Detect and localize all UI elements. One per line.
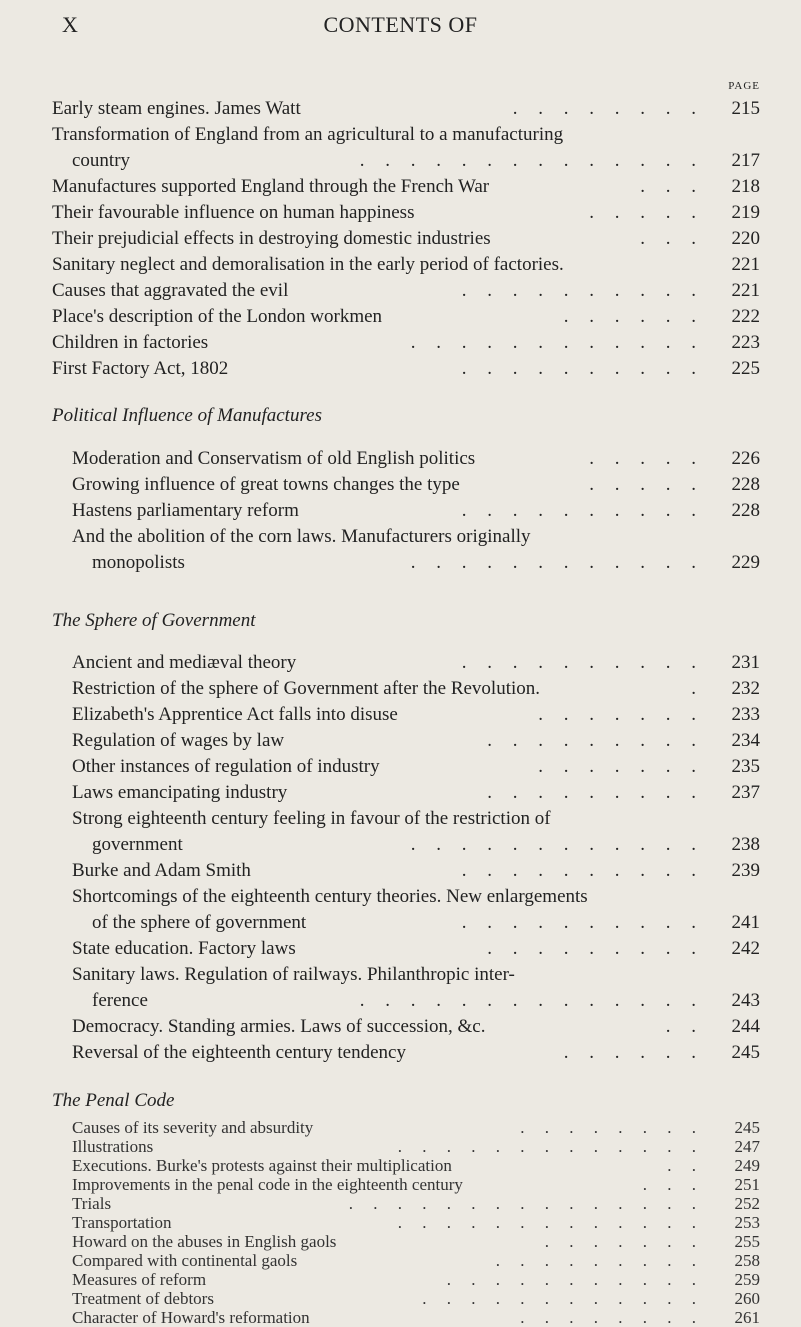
entry-text: Growing influence of great towns changes the type [72, 474, 460, 495]
toc-entry [72, 754, 760, 780]
leader-dots: . . . . . . [563, 1042, 704, 1063]
leader-dots: . . . . . . . . [512, 98, 704, 119]
entry-text: Strong eighteenth century feeling in favour of the restriction of [72, 808, 551, 829]
entry-page: 238 [731, 834, 760, 855]
leader-dots: . . . . . . . . . [487, 938, 704, 959]
entry-page: 260 [734, 1289, 760, 1308]
toc-entry [72, 1156, 760, 1175]
page-folio: X [62, 12, 79, 37]
toc-entry [52, 122, 760, 148]
entry-page: 229 [731, 552, 760, 573]
toc-entry [72, 1194, 760, 1213]
leader-dots: . . . . . . . . . . [461, 860, 704, 881]
toc-entry [72, 446, 760, 472]
leader-dots: . . . . . . [563, 306, 704, 327]
leader-dots: . . . . . [589, 202, 704, 223]
entry-page: 233 [731, 704, 760, 725]
toc-entry [72, 1308, 760, 1327]
entry-text: Compared with continental gaols [72, 1251, 298, 1270]
entry-text: Improvements in the penal code in the eighteenth century [72, 1175, 463, 1194]
entry-text: Reversal of the eighteenth century tendency [72, 1042, 406, 1063]
leader-dots: . . [667, 1156, 704, 1175]
toc-entry [52, 226, 760, 252]
entry-page: 218 [731, 176, 760, 197]
entry-text: Restriction of the sphere of Government after the Revolution. [72, 678, 541, 699]
entry-text: Causes that aggravated the evil [52, 280, 289, 301]
entry-page: 223 [731, 332, 760, 353]
entry-page: 251 [734, 1175, 760, 1194]
leader-dots: . . . . . . . . . . . . . . [359, 990, 704, 1011]
toc-entry [52, 304, 760, 330]
leader-dots: . . . . . [589, 448, 704, 469]
leader-dots: . . . . . . . . [520, 1308, 704, 1327]
leader-dots: . . . . . . . . . . [461, 280, 704, 301]
entry-page: 217 [731, 150, 760, 171]
leader-dots: . . . . . . . . . [487, 730, 704, 751]
leader-dots: . . . . . . . . . . [461, 912, 704, 933]
entry-text: Burke and Adam Smith [72, 860, 251, 881]
leader-dots: . . . . . . . . . . . . [410, 552, 704, 573]
entry-text: government [92, 834, 183, 855]
entry-page: 247 [734, 1137, 760, 1156]
leader-dots: . . . [640, 176, 704, 197]
entry-page: 261 [734, 1308, 760, 1327]
entry-page: 235 [731, 756, 760, 777]
toc-entry [72, 524, 760, 550]
entry-text: Shortcomings of the eighteenth century theories. New enlargements [72, 886, 588, 907]
entry-text: Sanitary neglect and demoralisation in the early period of factories. [52, 254, 564, 275]
toc-entry-continued [92, 910, 760, 936]
entry-page: 258 [734, 1251, 760, 1270]
entry-text: Their favourable influence on human happiness [52, 202, 415, 223]
leader-dots: . . . . . . . [544, 1232, 704, 1251]
toc-entry [72, 884, 760, 910]
page-column-label: PAGE [728, 80, 760, 92]
entry-text: Democracy. Standing armies. Laws of succession, &c. [72, 1016, 486, 1037]
toc-entry-continued [72, 148, 760, 174]
entry-text: Executions. Burke's protests against their multiplication [72, 1156, 452, 1175]
entry-page: 239 [731, 860, 760, 881]
running-head [0, 12, 801, 42]
entry-text: Howard on the abuses in English gaols [72, 1232, 337, 1251]
toc-entry [72, 962, 760, 988]
leader-dots: . . . . . . . . . [487, 782, 704, 803]
entry-text: Ancient and mediæval theory [72, 652, 297, 673]
leader-dots: . [691, 678, 704, 699]
section-heading: The Sphere of Government [52, 610, 256, 631]
section-heading: Political Influence of Manufactures [52, 405, 322, 426]
leader-dots: . . . . . . . . . . . . . . [359, 150, 704, 171]
entry-page: 241 [731, 912, 760, 933]
entry-page: 225 [731, 358, 760, 379]
entry-text: Elizabeth's Apprentice Act falls into disuse [72, 704, 398, 725]
leader-dots: . . . [640, 228, 704, 249]
leader-dots: . . . . . . . . . . . . . [397, 1213, 704, 1232]
leader-dots: . . . . . . . . . . [461, 500, 704, 521]
leader-dots: . . . . . . . . . . . [446, 1270, 704, 1289]
leader-dots: . . . . . . . . . . . . [410, 332, 704, 353]
entry-page: 252 [734, 1194, 760, 1213]
toc-entry [52, 330, 760, 356]
entry-page: 253 [734, 1213, 760, 1232]
entry-text: Measures of reform [72, 1270, 207, 1289]
entry-page: 228 [731, 500, 760, 521]
entry-text: Sanitary laws. Regulation of railways. Philanthropic inter- [72, 964, 515, 985]
toc-entry [72, 806, 760, 832]
entry-text: Regulation of wages by law [72, 730, 285, 751]
leader-dots: . . . . . [589, 474, 704, 495]
entry-page: 245 [731, 1042, 760, 1063]
entry-page: 259 [734, 1270, 760, 1289]
entry-page: 228 [731, 474, 760, 495]
entry-text: Moderation and Conservatism of old English politics [72, 448, 476, 469]
entry-text: Transportation [72, 1213, 172, 1232]
leader-dots: . . . . . . . . . [495, 1251, 704, 1270]
entry-text: First Factory Act, 1802 [52, 358, 229, 379]
entry-text: Trials [72, 1194, 112, 1213]
toc-entry [72, 1213, 760, 1232]
entry-text: Place's description of the London workmen [52, 306, 383, 327]
toc-entry [72, 780, 760, 806]
entry-page: 243 [731, 990, 760, 1011]
entry-page: 222 [731, 306, 760, 327]
leader-dots: . . . . . . . . . . [461, 652, 704, 673]
entry-page: 244 [731, 1016, 760, 1037]
entry-page: 231 [731, 652, 760, 673]
entry-text: Hastens parliamentary reform [72, 500, 299, 521]
leader-dots: . . . . . . . . . . . . . . . [348, 1194, 704, 1213]
entry-text: State education. Factory laws [72, 938, 296, 959]
entry-text: Treatment of debtors [72, 1289, 214, 1308]
entry-page: 249 [734, 1156, 760, 1175]
leader-dots: . . . . . . . . . . . . [422, 1289, 704, 1308]
toc-entry [52, 252, 760, 278]
toc-entry-continued [92, 550, 760, 576]
toc-entry [72, 1270, 760, 1289]
leader-dots: . . . . . . . . . . . . . [397, 1137, 704, 1156]
entry-text: Laws emancipating industry [72, 782, 288, 803]
entry-text: of the sphere of government [92, 912, 307, 933]
running-title: CONTENTS OF [323, 12, 478, 37]
leader-dots: . . . . . . . . . . [461, 358, 704, 379]
toc-entry [72, 702, 760, 728]
toc-entry [72, 498, 760, 524]
toc-entry [72, 650, 760, 676]
toc-entry [72, 1040, 760, 1066]
entry-page: 226 [731, 448, 760, 469]
entry-page: 221 [731, 280, 760, 301]
entry-text: Transformation of England from an agricultural to a manufacturing [52, 124, 564, 145]
toc-entry [72, 1014, 760, 1040]
entry-text: Illustrations [72, 1137, 154, 1156]
entry-page: 215 [731, 98, 760, 119]
toc-entry [72, 676, 760, 702]
entry-page: 245 [734, 1118, 760, 1137]
leader-dots: . . . . . . . . [520, 1118, 704, 1137]
entry-page: 242 [731, 938, 760, 959]
section-heading: The Penal Code [52, 1090, 175, 1111]
entry-page: 232 [731, 678, 760, 699]
toc-entry [72, 472, 760, 498]
entry-text: Early steam engines. James Watt [52, 98, 301, 119]
leader-dots: . . . . . . . . . . . . [410, 834, 704, 855]
toc-entry [72, 1137, 760, 1156]
entry-text: Children in factories [52, 332, 209, 353]
entry-page: 219 [731, 202, 760, 223]
toc-entry [52, 278, 760, 304]
entry-text: And the abolition of the corn laws. Manufacturers originally [72, 526, 531, 547]
entry-text: Causes of its severity and absurdity [72, 1118, 314, 1137]
toc-entry [72, 1251, 760, 1270]
entry-page: 255 [734, 1232, 760, 1251]
toc-entry [72, 858, 760, 884]
leader-dots: . . . [642, 1175, 704, 1194]
entry-text: country [72, 150, 131, 171]
toc-entry [52, 174, 760, 200]
entry-text: Other instances of regulation of industry [72, 756, 380, 777]
toc-entry [52, 96, 760, 122]
leader-dots: . . . . . . . [538, 704, 704, 725]
toc-entry [72, 936, 760, 962]
entry-page: 220 [731, 228, 760, 249]
entry-text: Their prejudicial effects in destroying domestic industries [52, 228, 491, 249]
leader-dots: . . [665, 1016, 704, 1037]
toc-entry [72, 1232, 760, 1251]
toc-entry-continued [92, 832, 760, 858]
toc-entry [52, 356, 760, 382]
leader-dots: . . . . . . . [538, 756, 704, 777]
entry-text: Manufactures supported England through the French War [52, 176, 490, 197]
toc-entry [72, 1289, 760, 1308]
toc-entry-continued [92, 988, 760, 1014]
entry-text: monopolists [92, 552, 185, 573]
entry-text: ference [92, 990, 148, 1011]
entry-page: 221 [731, 254, 760, 275]
entry-page: 237 [731, 782, 760, 803]
toc-entry [72, 1118, 760, 1137]
entry-text: Character of Howard's reformation [72, 1308, 310, 1327]
toc-entry [52, 200, 760, 226]
toc-entry [72, 1175, 760, 1194]
entry-page: 234 [731, 730, 760, 751]
toc-entry [72, 728, 760, 754]
